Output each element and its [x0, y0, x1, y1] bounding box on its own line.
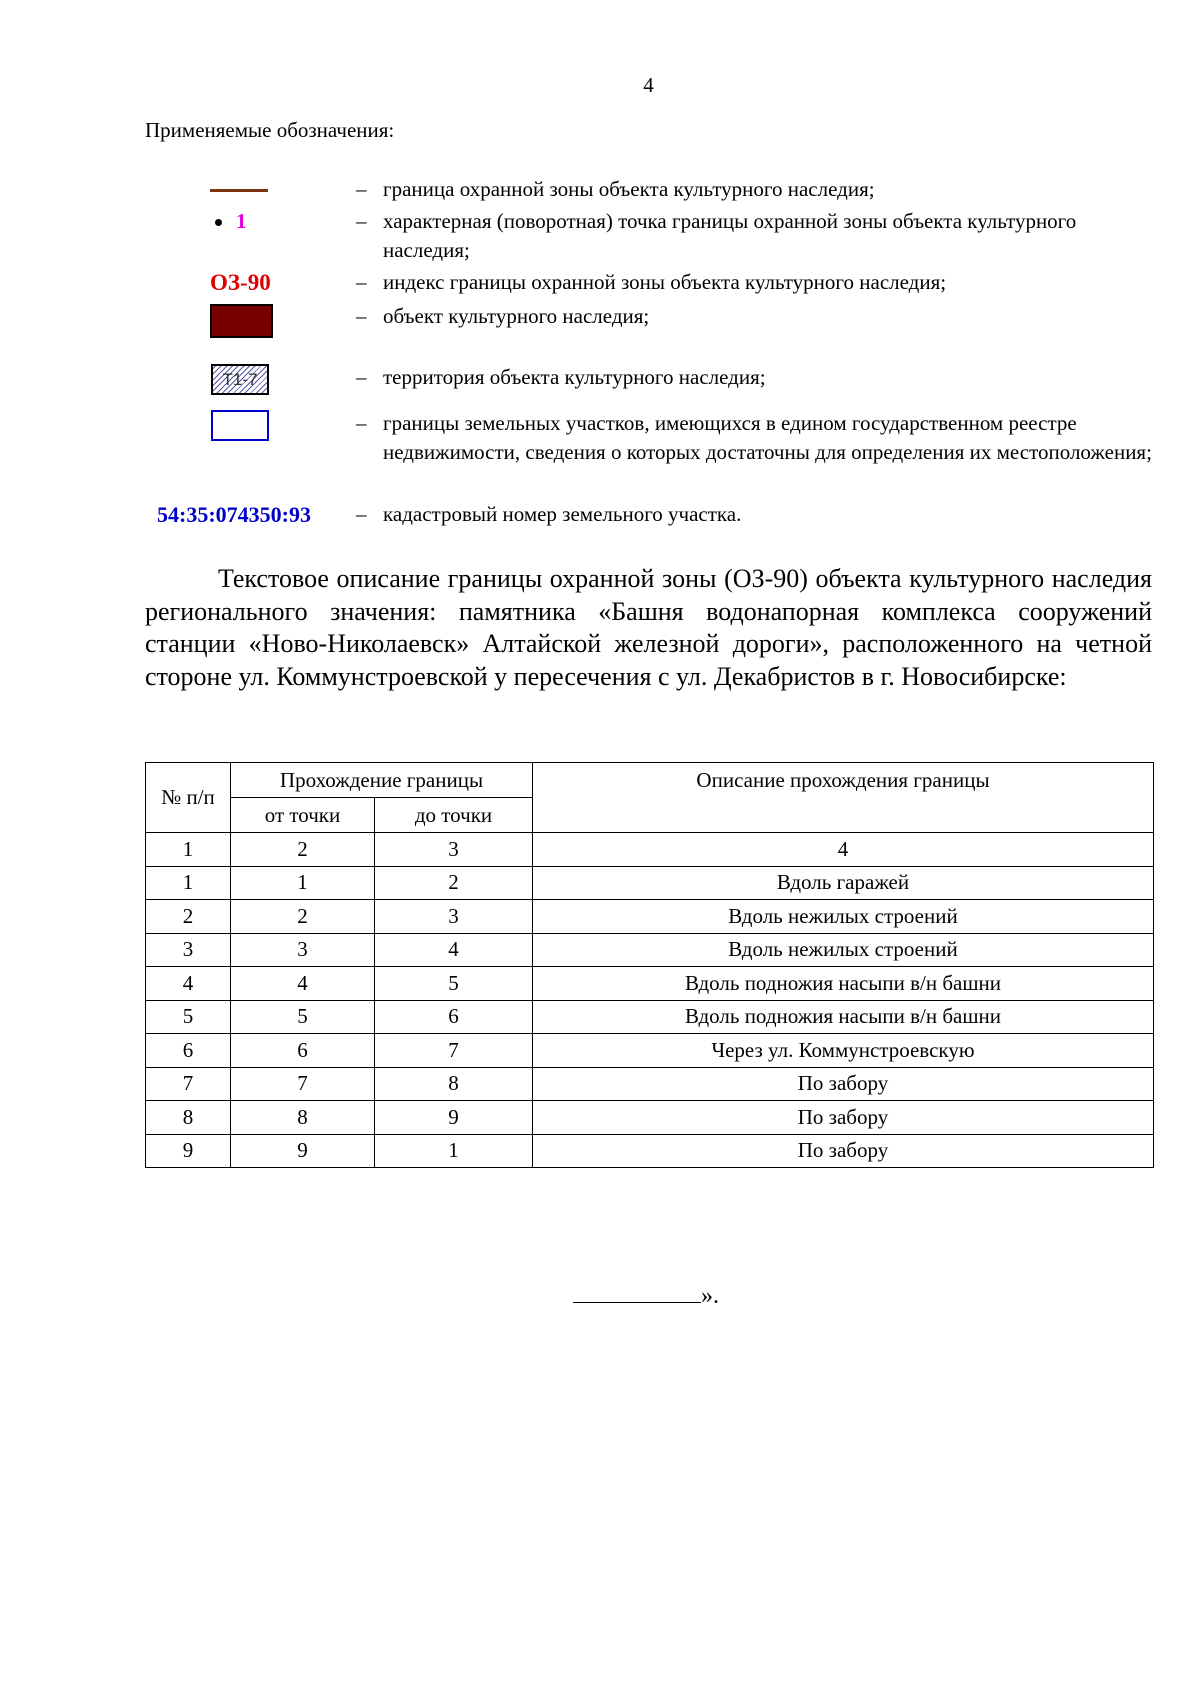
legend-dash: – — [356, 304, 367, 328]
cell-number: 1 — [146, 866, 231, 900]
legend-dash: – — [356, 502, 367, 526]
cell-from: 4 — [231, 967, 375, 1001]
cell-number: 8 — [146, 1101, 231, 1135]
legend-dash: – — [356, 365, 367, 389]
legend-dash: – — [356, 209, 367, 233]
cell-to: 2 — [375, 866, 533, 900]
column-numbers-row — [146, 833, 1154, 867]
intro-paragraph: Текстовое описание границы охранной зоны (ОЗ-90) объекта культурного наследия регионального значения: памятника «Башня водонапорная комплекса сооружений станции «Ново-Николаевск» Алтайской железной дороги», расположенного на четной стороне ул. Коммунстроевской у пересечения с ул. Декабристов в г. Новосибирске: — [145, 564, 1152, 691]
column-number: 2 — [231, 833, 375, 867]
table-row — [146, 933, 1154, 967]
cell-from: 2 — [231, 900, 375, 934]
cell-description: Вдоль гаражей — [533, 866, 1154, 900]
boundary-line-icon — [210, 189, 268, 192]
cell-from: 9 — [231, 1134, 375, 1168]
legend-description: границы земельных участков, имеющихся в едином государственном реестре недвижимости, сведения о которых достаточны для определения их местоположения; — [383, 411, 1152, 464]
table-row — [146, 1134, 1154, 1168]
cell-to: 6 — [375, 1000, 533, 1034]
header-from: от точки — [231, 798, 375, 833]
cell-number: 9 — [146, 1134, 231, 1168]
cell-number: 4 — [146, 967, 231, 1001]
cell-number: 7 — [146, 1067, 231, 1101]
legend-heading: Применяемые обозначения: — [145, 118, 395, 142]
cell-description: Вдоль подножия насыпи в/н башни — [533, 967, 1154, 1001]
cell-description: Вдоль подножия насыпи в/н башни — [533, 1000, 1154, 1034]
cell-number: 6 — [146, 1034, 231, 1068]
column-number: 4 — [533, 833, 1154, 867]
cell-number: 3 — [146, 933, 231, 967]
table-row — [146, 1067, 1154, 1101]
header-to: до точки — [375, 798, 533, 833]
legend-description: кадастровый номер земельного участка. — [383, 502, 742, 526]
cell-description: Вдоль нежилых строений — [533, 933, 1154, 967]
header-number: № п/п — [146, 763, 231, 833]
table-row — [146, 1034, 1154, 1068]
cell-to: 1 — [375, 1134, 533, 1168]
cell-number: 2 — [146, 900, 231, 934]
legend-dash: – — [356, 270, 367, 294]
closing-quote: ». — [701, 1283, 719, 1309]
cadastral-number-label: 54:35:074350:93 — [157, 502, 311, 527]
boundary-table — [145, 762, 1154, 1168]
cell-from: 8 — [231, 1101, 375, 1135]
legend-description: индекс границы охранной зоны объекта культурного наследия; — [383, 270, 947, 294]
legend-description: граница охранной зоны объекта культурного наследия; — [383, 177, 875, 201]
column-number: 1 — [146, 833, 231, 867]
column-number: 3 — [375, 833, 533, 867]
closing-mark — [573, 1282, 719, 1310]
table-row — [146, 900, 1154, 934]
table-row — [146, 1101, 1154, 1135]
cell-number: 5 — [146, 1000, 231, 1034]
cell-from: 7 — [231, 1067, 375, 1101]
land-parcel-icon — [211, 410, 269, 441]
cell-description: По забору — [533, 1067, 1154, 1101]
cell-to: 5 — [375, 967, 533, 1001]
legend-description: характерная (поворотная) точка границы охранной зоны объекта культурного наследия; — [383, 209, 1077, 262]
header-passage: Прохождение границы — [231, 763, 533, 798]
heritage-object-icon — [210, 304, 273, 338]
point-number: 1 — [236, 209, 247, 233]
cell-from: 6 — [231, 1034, 375, 1068]
cell-to: 7 — [375, 1034, 533, 1068]
cell-to: 8 — [375, 1067, 533, 1101]
page-number: 4 — [643, 73, 654, 97]
table-row — [146, 967, 1154, 1001]
cell-description: Вдоль нежилых строений — [533, 900, 1154, 934]
cell-from: 1 — [231, 866, 375, 900]
legend-description: объект культурного наследия; — [383, 304, 650, 328]
cell-description: Через ул. Коммунстроевскую — [533, 1034, 1154, 1068]
zone-index-label: ОЗ-90 — [210, 270, 271, 295]
table-row — [146, 866, 1154, 900]
header-description: Описание прохождения границы — [533, 763, 1154, 833]
cell-to: 3 — [375, 900, 533, 934]
cell-from: 5 — [231, 1000, 375, 1034]
signature-line — [573, 1282, 701, 1303]
cell-from: 3 — [231, 933, 375, 967]
cell-description: По забору — [533, 1134, 1154, 1168]
point-dot-icon — [215, 219, 222, 226]
cell-to: 4 — [375, 933, 533, 967]
territory-hatch-icon: Т1-7 — [211, 364, 269, 395]
legend-description: территория объекта культурного наследия; — [383, 365, 766, 389]
table-row — [146, 1000, 1154, 1034]
legend-dash: – — [356, 411, 367, 435]
cell-description: По забору — [533, 1101, 1154, 1135]
cell-to: 9 — [375, 1101, 533, 1135]
legend-dash: – — [356, 177, 367, 201]
